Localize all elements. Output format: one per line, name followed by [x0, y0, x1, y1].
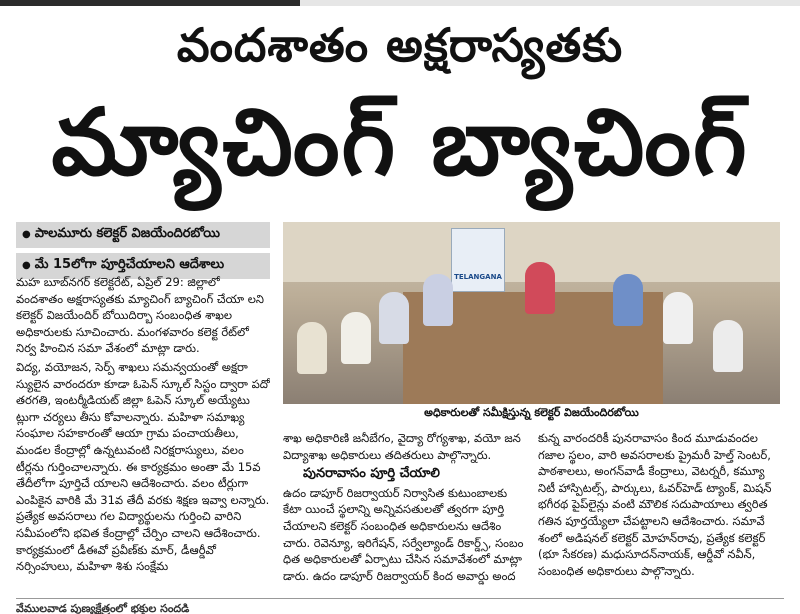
photo-person — [613, 274, 643, 326]
bullet-text: మే 15లోగా పూర్తిచేయాలని ఆదేశాలు — [34, 257, 225, 272]
bullet-item — [16, 222, 270, 248]
paragraph: విద్య, వయోజన, సెర్ప్ శాఖలు సమన్వయంతో అక్షరా స్యులైన వారందరూ కూడా ఓపెన్ స్కూల్ సిస్టం ద్వారా పదో తరగతి, ఇంటర్మీడియట్ జిల్లా ఓపెన్ స్కూల్ అయ్యేటు ట్లుగా చర్యలు తీసు కోవాలన్నారు. మహిళా సమాఖ్య సంఘాల సహకారంతో ఆయా గ్రామ పంచాయతీలు, మండల కేంద్రాల్లో ఉన్నటువంటి నిరక్షరాస్యులు, వలం టీర్లను గుర్తించాలన్నారు. ఈ కార్యక్రమం అంతా మే 15వ తేదీలోగా పూర్తిచే యాలని ఆదేశించారు. వలం టీర్లుగా ఎంపికైన వారికి మే 31వ తేదీ వరకు శిక్షణ ఇవ్వా లన్నారు. ప్రత్యేక అవసరాలు గల విద్యార్థులను గుర్తించి వారిని సమీపంలోని భవిత కేంద్రాల్లో చేర్పిం చాలని ఆదేశించారు. కార్యక్రమంలో డీఈవో ప్రవీణ్‌కు మార్, డీఆర్డీవో నర్సింహులు, మహిళా శిశు సంక్షేమ — [16, 359, 270, 574]
article-column-1 — [16, 274, 270, 596]
photo-person — [341, 312, 371, 364]
photo-person — [525, 262, 555, 314]
photo-person — [663, 292, 693, 344]
paragraph: శాఖ అధికారిణి జనీబేగం, వైద్యా రోగ్యశాఖ, వయో జన విద్యాశాఖ అధికారులు తదితరులు పాల్గొన్నారు. — [283, 431, 521, 462]
meeting-photo — [283, 222, 780, 404]
paragraph: మహ బూబ్‌నగర్ కలెక్టరేట్, ఏప్రిల్ 29: జిల్లాలో వందశాతం అక్షరాస్యతకు మ్యాచింగ్ బ్యాచింగ్ చేయా లని కలెక్టర్ విజయేందిర్ బోయిదిర్బా సంబంధిత శాఖల అధికారులకు సూచించారు. మంగళవారం కలెక్ట రేట్‌లో నిర్వ హించిన సమా వేశంలో మాట్లా డారు. — [16, 275, 264, 356]
article-column-2 — [283, 430, 525, 596]
photo-person — [713, 320, 743, 372]
banner-text: TELANGANA — [454, 273, 502, 281]
paragraph: ఉదం డాపూర్ రిజర్వాయర్ నిర్వాసిత కుటుంబాలకు కేటా యించే స్థలాన్ని అన్నివసతులతో త్వరగా పూర్తి చేయాలని కలెక్టర్ సంబంధిత అధికారులను ఆదేశిం చారు. రెవెన్యూ, ఇరిగేషన్, సర్వేల్యాండ్ రికార్డ్స్, సంబం ధిత అధికారులతో ఏర్పాటు చేసిన సమావేశంలో మాట్లా డారు. ఉదం డాపూర్ రిజర్వాయర్ కింద అవార్డు అంద — [283, 485, 524, 583]
bottom-divider — [16, 598, 784, 599]
article-column-3 — [538, 430, 780, 596]
photo-person — [379, 292, 409, 344]
bullet-icon: ● — [22, 260, 31, 271]
headline-kicker: వందశాతం అక్షరాస్యతకు — [176, 18, 624, 72]
photo-banner — [451, 228, 505, 292]
photo-caption: అధికారులతో సమీక్షిస్తున్న కలెక్టర్ విజయేందిరబోయి — [424, 406, 639, 419]
bullet-icon: ● — [22, 229, 31, 240]
headline-title: మ్యాచింగ్ బ్యాచింగ్ — [51, 89, 749, 196]
photo-person — [297, 322, 327, 374]
photo-person — [423, 274, 453, 326]
bullet-text: పాలమూరు కలెక్టర్ విజయేందిరబోయి — [34, 226, 220, 241]
subheading: పునరావాసం పూర్తి చేయాలి — [303, 466, 440, 482]
newspaper-clipping — [8, 6, 792, 614]
paragraph: కున్న వారందరికీ పునరావాసం కింద మూడువందల గజాల స్థలం, వారి అవసరాలకు ప్రైమరీ హెల్త్ సెంటర్, పాఠశాలలు, అంగన్‌వాడీ కేంద్రాలు, వెటర్నరీ, కమ్యూ నిటీ హాస్పిటల్స్, పార్కులు, ఓవర్‌హెడ్ ట్యాంక్, మిషన్ భగీరథ పైప్‌లైన్లు వంటి మౌలిక సదుపాయాలు త్వరిత గతిన పూర్తయ్యేలా చేపట్టాలని ఆదేశించారు. సమావే శంలో అడిషనల్ కలెక్టర్ మోహన్‌రావు, ప్రత్యేక కలెక్టర్ (భూ సేకరణ) మధుసూదన్‌నాయక్, ఆర్డీవో నవీన్, సంబంధిత అధికారులు పాల్గొన్నారు. — [538, 431, 772, 578]
next-article-snippet: వేములవాడ పుణ్యక్షేత్రంలో భక్తుల సందడి — [16, 602, 190, 614]
